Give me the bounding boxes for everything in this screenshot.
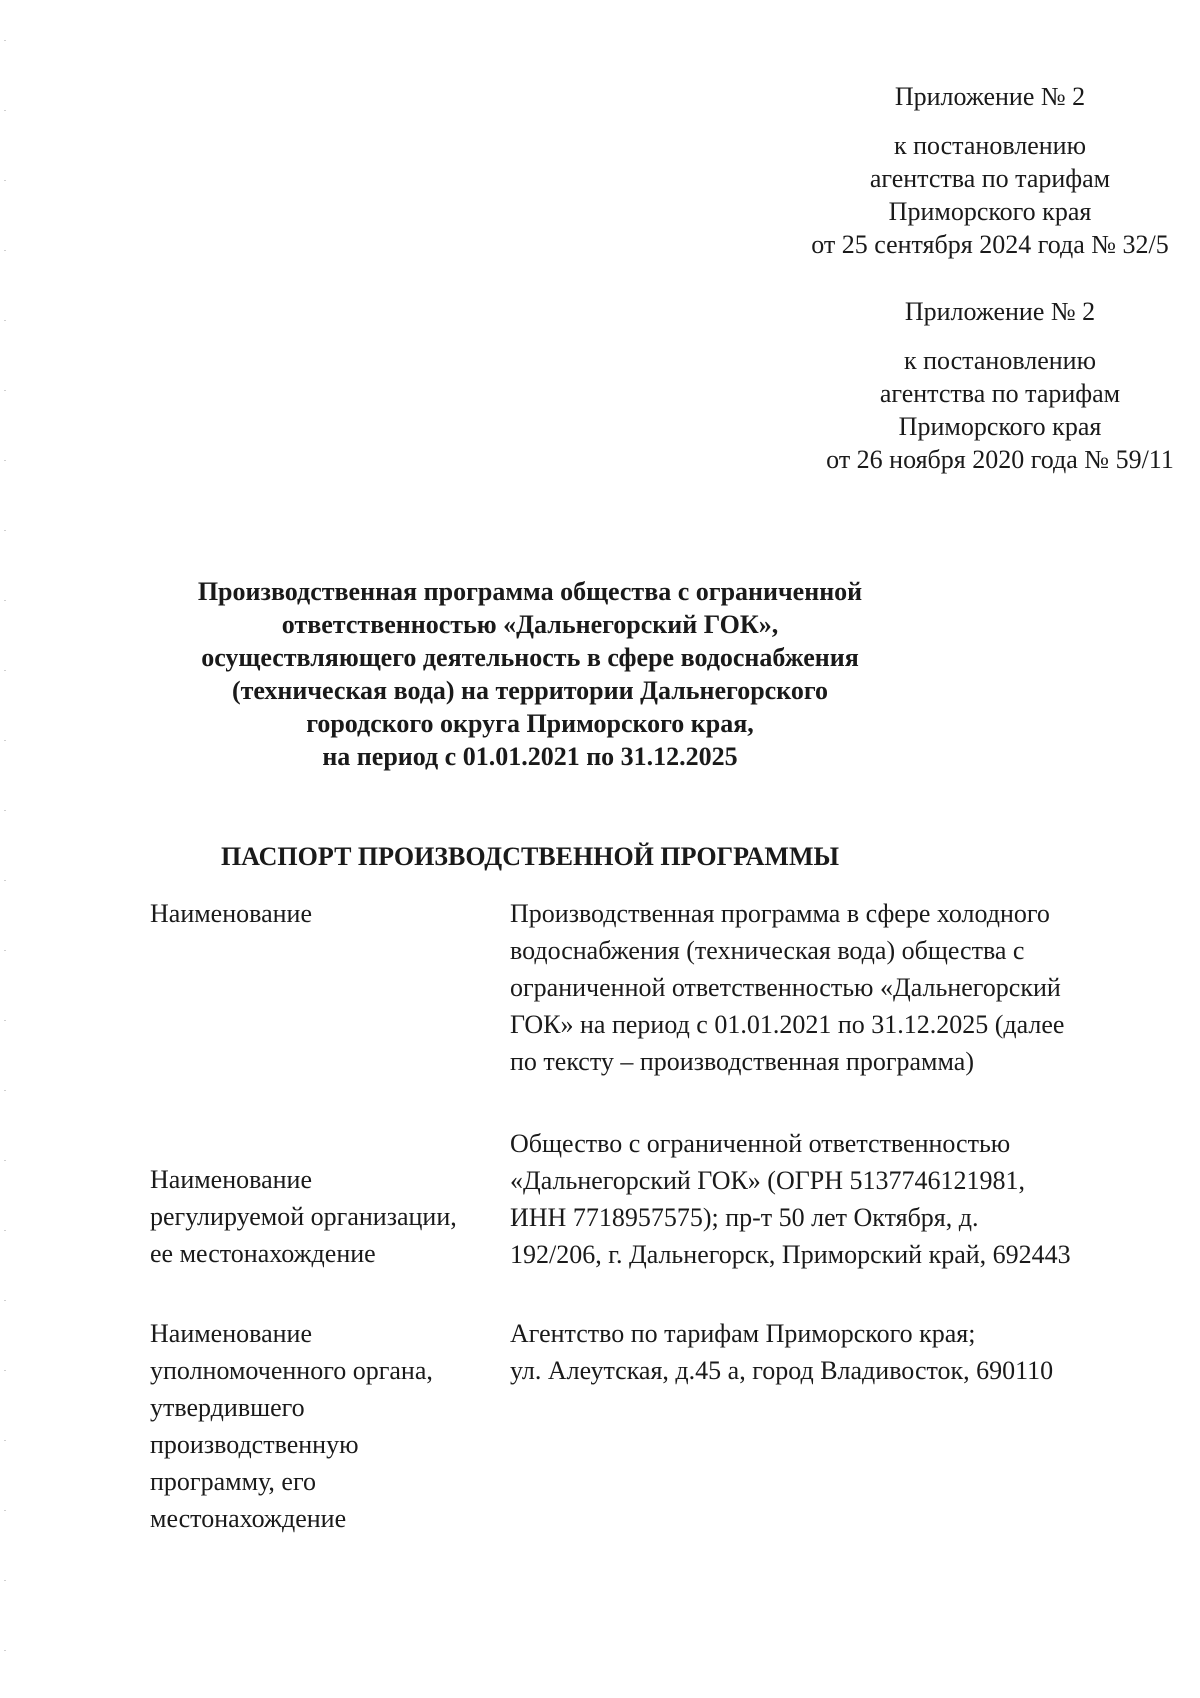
label-line: Наименование xyxy=(150,899,312,928)
program-title-line: (техническая вода) на территории Дальнегорского xyxy=(231,676,829,705)
value-line: ограниченной ответственностью «Дальнегорский xyxy=(510,973,1061,1002)
program-title-line: осуществляющего деятельность в сфере водоснабжения xyxy=(201,643,859,672)
program-title-line: ответственностью «Дальнегорский ГОК», xyxy=(281,610,779,639)
appendix-line: агентства по тарифам xyxy=(869,164,1111,193)
passport-row-label xyxy=(150,895,510,1080)
passport-row-label xyxy=(150,1315,510,1537)
value-line: по тексту – производственная программа) xyxy=(510,1047,974,1076)
appendix-title: Приложение № 2 xyxy=(904,297,1096,326)
label-line: ее местонахождение xyxy=(150,1239,376,1268)
passport-row-organization xyxy=(150,1125,1130,1273)
appendix-title: Приложение № 2 xyxy=(894,82,1086,111)
value-line: водоснабжения (техническая вода) общества с xyxy=(510,936,1025,965)
label-line: производственную xyxy=(150,1430,359,1459)
label-line: местонахождение xyxy=(150,1504,347,1533)
value-line: 192/206, г. Дальнегорск, Приморский край, 692443 xyxy=(510,1240,1071,1269)
program-title-line: на период с 01.01.2021 по 31.12.2025 xyxy=(322,742,738,771)
label-line: уполномоченного органа, xyxy=(150,1356,433,1385)
passport-row-name xyxy=(150,895,1130,1080)
passport-heading: ПАСПОРТ ПРОИЗВОДСТВЕННОЙ ПРОГРАММЫ xyxy=(220,842,840,871)
appendix-line: агентства по тарифам xyxy=(879,379,1121,408)
passport-row-authority xyxy=(150,1315,1130,1537)
appendix-header-original xyxy=(720,295,1200,476)
value-line: ГОК» на период с 01.01.2021 по 31.12.2025 (далее xyxy=(510,1010,1065,1039)
value-line: ул. Алеутская, д.45 а, город Владивосток, 690110 xyxy=(510,1356,1054,1385)
appendix-line: Приморского края xyxy=(888,197,1092,226)
program-title-line: городского округа Приморского края, xyxy=(306,709,754,738)
passport-row-value xyxy=(510,895,1110,1080)
value-line: «Дальнегорский ГОК» (ОГРН 5137746121981, xyxy=(510,1166,1026,1195)
value-line: ИНН 7718957575); пр-т 50 лет Октября, д. xyxy=(510,1203,979,1232)
label-line: Наименование xyxy=(150,1165,312,1194)
program-title xyxy=(150,575,910,773)
program-title-line: Производственная программа общества с ограниченной xyxy=(197,577,863,606)
passport-row-label xyxy=(150,1125,510,1273)
value-line: Агентство по тарифам Приморского края; xyxy=(510,1319,976,1348)
label-line: регулируемой организации, xyxy=(150,1202,457,1231)
appendix-line: Приморского края xyxy=(898,412,1102,441)
scan-margin-marks xyxy=(4,0,6,1698)
appendix-line: к постановлению xyxy=(893,131,1087,160)
passport-row-value xyxy=(510,1125,1110,1273)
value-line: Общество с ограниченной ответственностью xyxy=(510,1129,1011,1158)
value-line: Производственная программа в сфере холодного xyxy=(510,899,1050,928)
appendix-date: от 26 ноября 2020 года № 59/11 xyxy=(826,445,1174,474)
appendix-date: от 25 сентября 2024 года № 32/5 xyxy=(811,230,1169,259)
label-line: Наименование xyxy=(150,1319,312,1348)
passport-row-value xyxy=(510,1315,1110,1537)
label-line: программу, его xyxy=(150,1467,316,1496)
appendix-header-current xyxy=(710,80,1200,261)
label-line: утвердившего xyxy=(150,1393,305,1422)
appendix-line: к постановлению xyxy=(903,346,1097,375)
